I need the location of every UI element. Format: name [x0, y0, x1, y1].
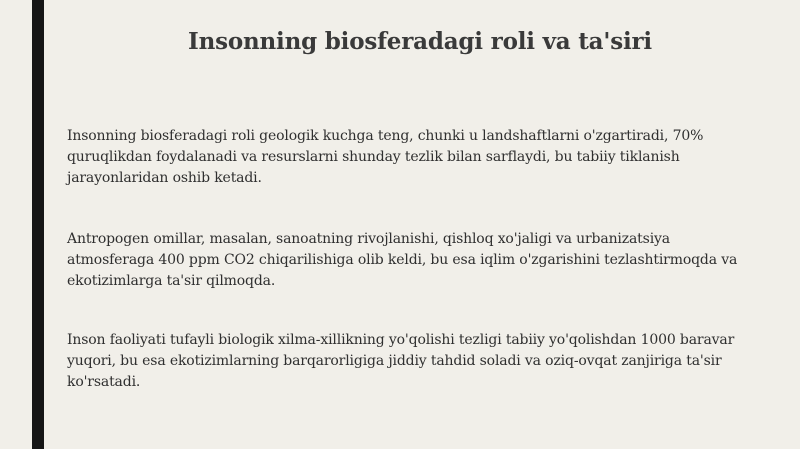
- paragraph-1: Insonning biosferadagi roli geologik kuchga teng, chunki u landshaftlarni o'zgartiradi, 70% quruqlikdan foydalanadi va resurslarni shunday tezlik bilan sarflaydi, bu tabiiy tiklanish jarayonlaridan oshib ketadi.: [67, 128, 704, 186]
- paragraph-3: Inson faoliyati tufayli biologik xilma-xillikning yo'qolishi tezligi tabiiy yo'qolishdan 1000 baravar yuqori, bu esa ekotizimlarning barqarorligiga jiddiy tahdid soladi va oziq-ovqat zanjiriga ta'sir ko'rsatadi.: [67, 332, 735, 390]
- accent-bar: [32, 0, 44, 449]
- slide-title: Insonning biosferadagi roli va ta'siri: [188, 28, 652, 55]
- paragraph-2: Antropogen omillar, masalan, sanoatning rivojlanishi, qishloq xo'jaligi va urbanizatsiya atmosferaga 400 ppm CO2 chiqarilishiga olib keldi, bu esa iqlim o'zgarishini tezlashtirmoqda va ekotizimlarga ta'sir qilmoqda.: [67, 231, 738, 289]
